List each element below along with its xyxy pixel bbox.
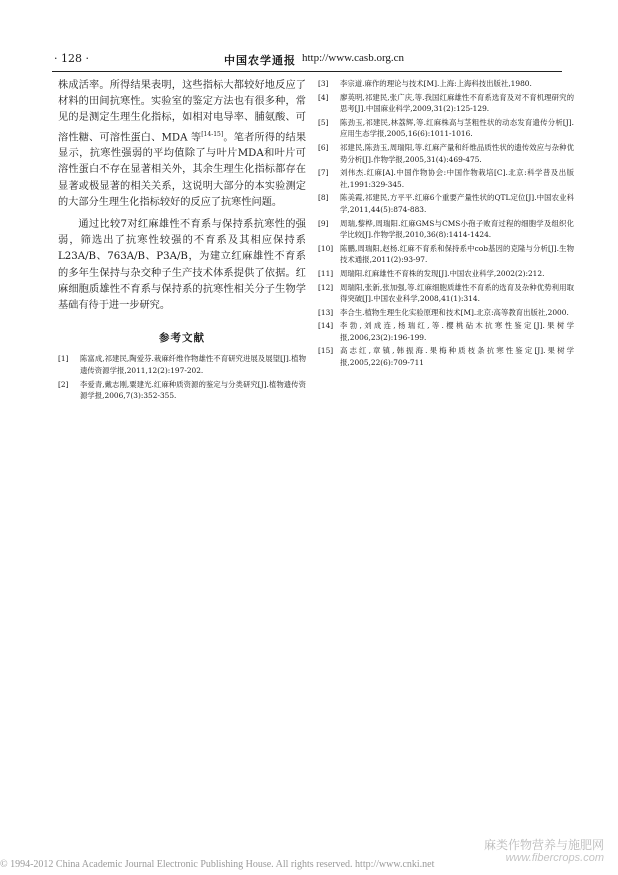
reference-item: [5] 陈劲玉,祁建民,林荔辉,等.红麻株高与茎粗性状的动态发育遗传分析[J].应用生态学报,2005,16(6):1011-1016. [318, 117, 574, 139]
reference-item: [9] 周瑞,黎桦,周瑞阳.红麻GMS与CMS小孢子败育过程的细胞学及组织化学比较[J].作物学报,2010,36(8):1414-1424. [318, 218, 574, 240]
references-list-right [318, 78, 574, 371]
reference-item: [8] 陈美霞,祁建民,方平平.红麻6个重要产量性状的QTL定位[J].中国农业科学,2011,44(5):874-883. [318, 193, 574, 214]
reference-item: [11] 周瑞阳.红麻雄性不育株的发现[J].中国农业科学,2002(2):212. [318, 268, 545, 278]
reference-item: [6] 祁建民,陈劲玉,周瑞阳,等.红麻产量和纤维品质性状的遗传效应与杂种优势分析[J].作物学报,2005,31(4):469-475. [318, 142, 574, 164]
reference-item: [4] 廖英明,祁建民,张广庆,等.我国红麻雄性不育系选育及对不育机理研究的思考[J].中国麻业科学,2009,31(2):125-129. [318, 92, 574, 114]
reference-item: [7] 刘伟杰.红麻[A].中国作物协会:中国作物栽培[C].北京:科学普及出版社,1991:329-345. [318, 168, 574, 189]
journal-name: 中国农学通报 [224, 54, 296, 67]
reference-item: [14] 李勃,刘成连,杨瑞红,等.樱桃砧木抗寒性鉴定[J].果树学报,2006,23(2):196-199. [318, 321, 574, 342]
journal-url: http://www.casb.org.cn [302, 52, 405, 64]
reference-item: [15] 高志红,章镇,韩振海.果梅种质枝条抗寒性鉴定[J].果树学报,2005,22(6):709-711 [318, 346, 574, 368]
citation-superscript: [14-15] [201, 130, 224, 138]
left-column [58, 78, 306, 405]
references-heading: 参考文献 [159, 332, 205, 345]
watermark-site-name: 麻类作物营养与施肥网 [483, 838, 604, 852]
references-list-left [58, 353, 306, 402]
reference-item: [10] 陈鹏,周瑞阳,赵杨.红麻不育系和保持系中cob基因的克隆与分析[J].生物技术通报,2011(2):93-97. [318, 243, 574, 265]
copyright-footer: © 1994-2012 China Academic Journal Electronic Publishing House. All rights reserved. http://www.cnki.net [0, 859, 435, 870]
reference-item: [2] 李爱青,戴志刚,粟建光.红麻种质资源的鉴定与分类研究[J].植物遗传资源学报,2006,7(3):352-355. [58, 380, 306, 401]
body-paragraph-1: 株成活率。所得结果表明，这些指标大都较好地反应了材料的田间抗寒性。实验室的鉴定方法也有很多种，常见的是测定生理生化指标，如相对电导率、脯氨酸、可溶性糖、可溶性蛋白、MDA 等[14-15]。笔者所得的结果显示，抗寒性强弱的平均值除了与叶片MDA和叶片可溶性蛋白不存在显著相关外，其余生理生化指标都存在显著或极显著的相关关系，这说明大部分的本实验测定的大部分生理生化指标较好的反应了抗寒性问题。 [58, 80, 307, 208]
reference-item: [12] 周瑞阳,张新,张加强,等.红麻细胞质雄性不育系的选育及杂种优势利用取得突破[J].中国农业科学,2008,41(1):314. [318, 282, 574, 304]
reference-item: [13] 李合生.植物生理生化实验原理和技术[M].北京:高等教育出版社,2000. [318, 307, 569, 317]
page-header [52, 50, 562, 72]
reference-item: [1] 陈富成,祁建民,陶爱芬.栽麻纤维作物雄性不育研究进展及展望[J].植物遗传资源学报,2011,12(2):197-202. [58, 354, 306, 375]
page-number: · 128 · [54, 52, 89, 65]
body-paragraph-2: 通过比较7对红麻雄性不育系与保持系抗寒性的强弱，筛选出了抗寒性较强的不育系及其相应保持系L23A/B、763A/B、P3A/B，为建立红麻雄性不育系的多年生保持与杂交种子生产技术体系提供了依据。红麻细胞质雄性不育系与保持系的抗寒性相关分子生物学基础有待于进一步研究。 [58, 219, 306, 312]
reference-item: [3] 李宗道.麻作的理论与技术[M].上海:上海科技出版社,1980. [318, 79, 532, 88]
watermark-site-url: www.fibercrops.com [505, 852, 604, 864]
